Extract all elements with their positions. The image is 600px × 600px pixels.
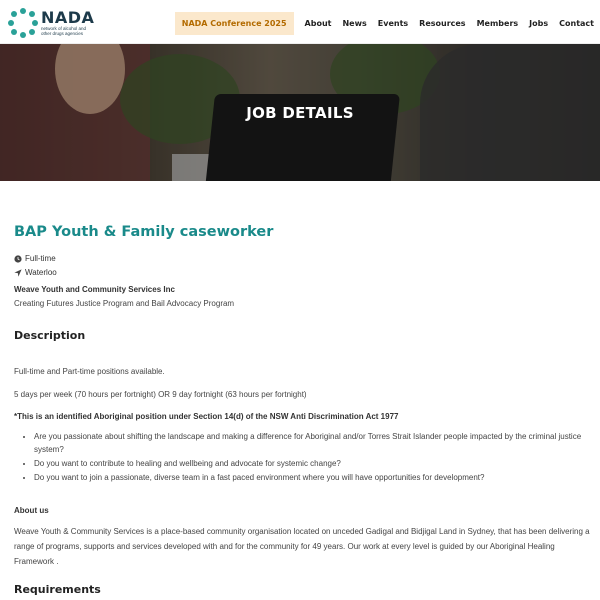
nav-conference-button[interactable]: NADA Conference 2025 <box>175 12 294 35</box>
description-heading: Description <box>14 329 86 342</box>
nav-contact[interactable]: Contact <box>559 19 594 28</box>
site-header <box>0 0 600 44</box>
description-para-1: Full-time and Part-time positions available. <box>14 367 165 376</box>
list-item: • Do you want to contribute to healing and wellbeing and advocate for systemic change? <box>34 457 590 470</box>
nada-logo[interactable] <box>8 8 94 38</box>
nav-jobs[interactable]: Jobs <box>529 19 549 28</box>
program-name: Creating Futures Justice Program and Bail Advocacy Program <box>14 299 235 308</box>
description-para-3: *This is an identified Aboriginal position under Section 14(d) of the NSW Anti Discrimination Act 1977 <box>14 412 399 421</box>
list-item: • Are you passionate about shifting the landscape and making a difference for Aboriginal and/or Torres Strait Islander people impacted by the criminal justice system? <box>34 430 590 456</box>
main-nav <box>175 12 594 35</box>
job-location-label: Waterloo <box>25 268 57 277</box>
description-para-2: 5 days per week (70 hours per fortnight) OR 9 day fortnight (63 hours per fortnight) <box>14 390 307 399</box>
nav-members[interactable]: Members <box>476 19 519 28</box>
page-title: JOB DETAILS <box>246 104 354 122</box>
job-type-label: Full-time <box>25 254 56 263</box>
nav-about[interactable]: About <box>304 19 332 28</box>
job-content <box>14 224 590 596</box>
logo-tagline: network of alcohol and other drugs agencies <box>41 26 87 36</box>
requirements-heading: Requirements <box>14 583 101 596</box>
description-bullets <box>34 430 590 484</box>
job-location <box>14 266 590 280</box>
nav-resources[interactable]: Resources <box>419 19 466 28</box>
clock-icon <box>14 255 22 263</box>
organisation-name: Weave Youth and Community Services Inc <box>14 285 175 294</box>
about-text: Weave Youth & Community Services is a place-based community organisation located on unceded Gadigal and Bidjigal Land in Sydney, that has been delivering a range of programs, supports and services developed with and for the community for 49 years. Our work at every level is guided by our Aboriginal Healing Framework . <box>14 527 590 566</box>
location-arrow-icon <box>14 269 22 277</box>
nav-events[interactable]: Events <box>377 19 409 28</box>
logo-name: NADA <box>41 8 95 27</box>
about-heading: About us <box>14 506 49 515</box>
hero-banner <box>0 44 600 181</box>
job-title: BAP Youth & Family caseworker <box>14 224 274 240</box>
job-type <box>14 252 590 266</box>
logo-dots-icon <box>8 8 38 38</box>
list-item: • Do you want to join a passionate, diverse team in a fast paced environment where you will have opportunities for development? <box>34 471 590 484</box>
nav-news[interactable]: News <box>342 19 367 28</box>
